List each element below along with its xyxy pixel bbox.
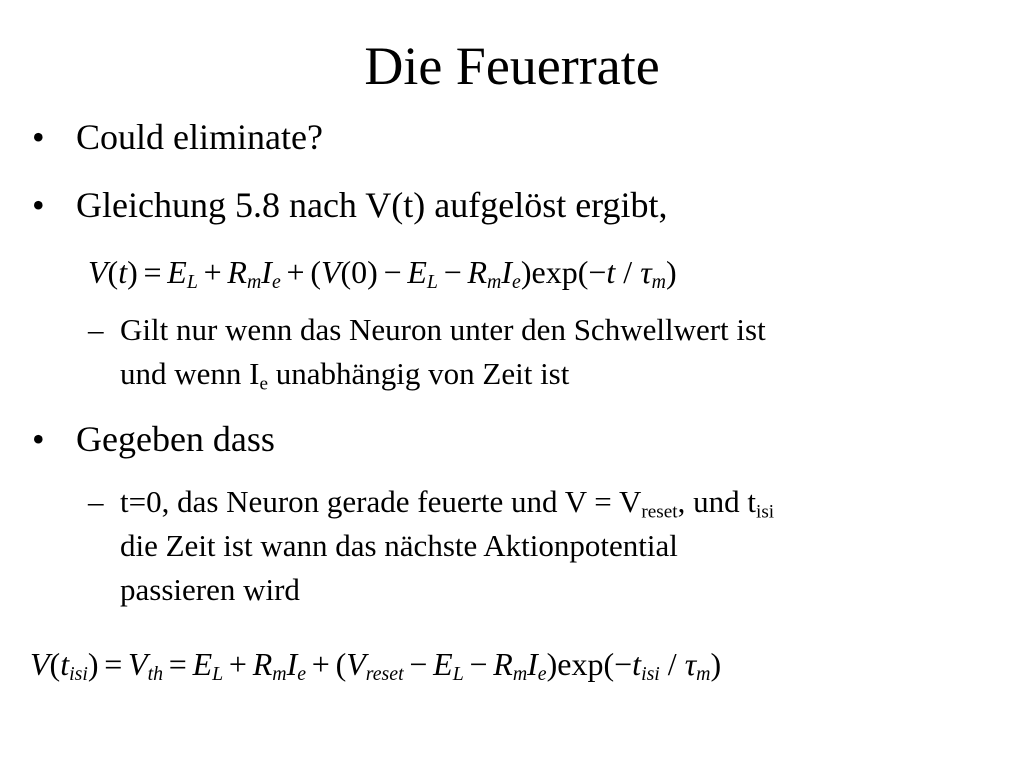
bullet-gegeben-dass bbox=[32, 418, 275, 460]
sub-bullet-line: t=0, das Neuron gerade feuerte und $V = V_{reset}$, und $t_{isi}$ bbox=[120, 484, 775, 523]
bullet-text: Gleichung 5.8 nach V(t) aufgelöst ergibt, bbox=[76, 185, 668, 225]
bullet-marker: • bbox=[32, 185, 45, 225]
slide-title: Die Feuerrate bbox=[364, 36, 660, 96]
sub-bullet-marker: – bbox=[88, 312, 104, 347]
sub-bullet-marker: – bbox=[88, 484, 104, 519]
bullet-text: Gegeben dass bbox=[76, 419, 275, 459]
equation-membrane-potential: $V(t) = E_L + R_mI_e + (V(0) - E_L - R_mI_e)\exp(-t / \tau_m)$ bbox=[88, 254, 677, 293]
bullet-marker: • bbox=[32, 117, 45, 157]
sub-bullet-line: die Zeit ist wann das nächste Aktionpotential bbox=[120, 528, 678, 563]
equation-threshold: $V(t_{isi}) = V_{th} = E_L + R_mI_e + (V_{reset} - E_L - R_mI_e)\exp(-t_{isi} / \tau_m)$ bbox=[30, 646, 722, 685]
sub-bullet-line: Gilt nur wenn das Neuron unter den Schwellwert ist bbox=[120, 312, 766, 347]
bullet-text: Could eliminate? bbox=[76, 117, 323, 157]
bullet-marker: • bbox=[32, 419, 45, 459]
bullet-gleichung bbox=[32, 184, 668, 226]
sub-bullet-line: passieren wird bbox=[120, 572, 300, 607]
bullet-could-eliminate bbox=[32, 116, 323, 158]
sub-bullet-line: und wenn $I_e$ unabhängig von Zeit ist bbox=[120, 356, 570, 395]
